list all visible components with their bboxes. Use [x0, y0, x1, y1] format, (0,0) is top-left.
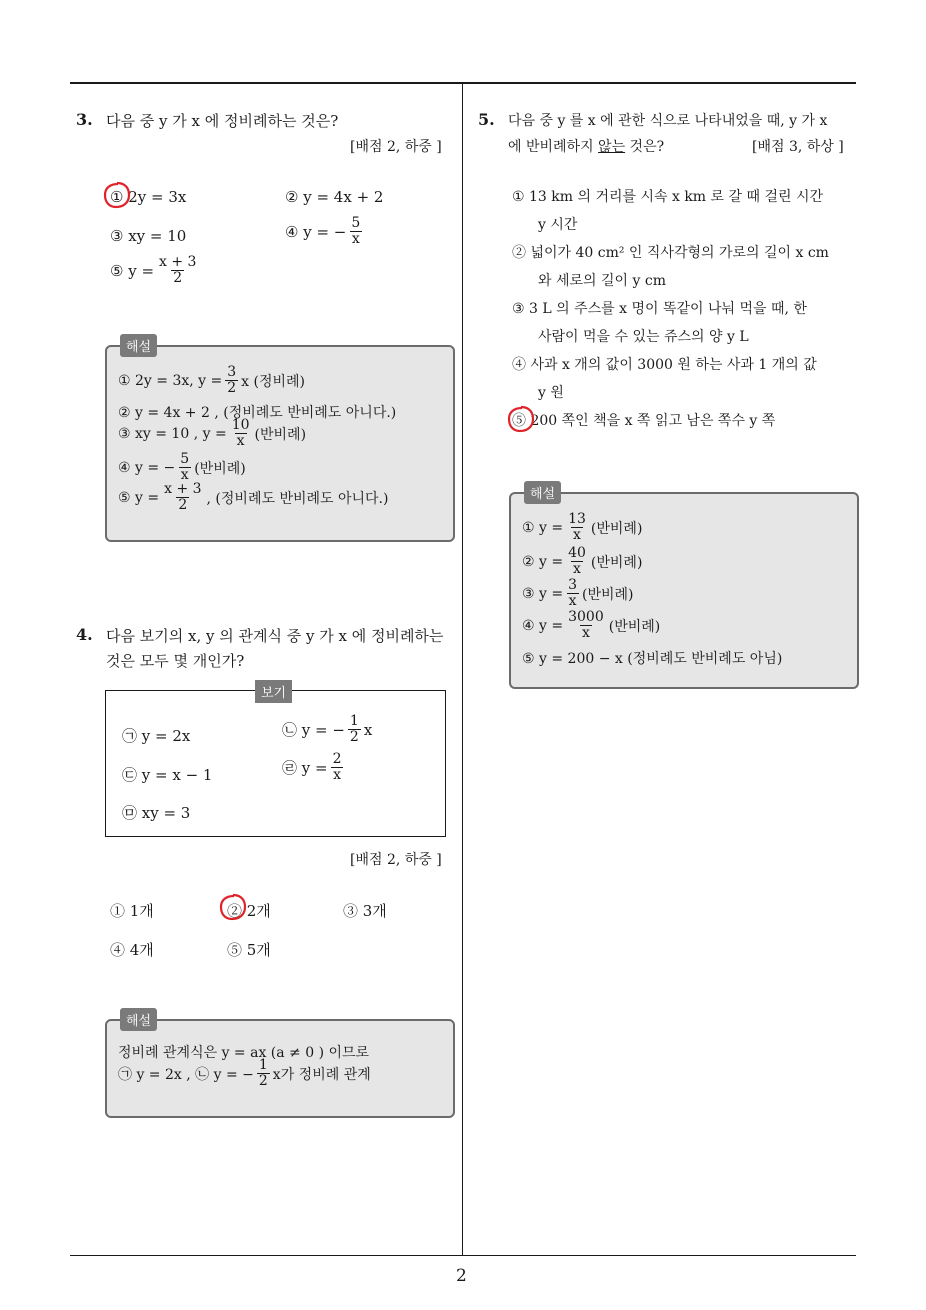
top-rule — [70, 82, 856, 84]
q5-expl-line-4: ④ y = $\frac{3000}{x}$ (반비례) — [522, 609, 661, 642]
q3-choice-4[interactable]: ④ y = − $\frac{5}{x}$ — [285, 215, 361, 248]
q5-text-line-2: 에 반비례하지 않는 것은? — [508, 139, 665, 155]
q4-bogi-tag: 보기 — [255, 680, 292, 703]
q5-answer-mark-icon — [506, 404, 536, 434]
q4-bogi-d: ㉣ y = $\frac{2}{x}$ — [282, 751, 342, 784]
q4-score: [배점 2, 하중 ] — [350, 852, 442, 868]
q3-expl-line-4: ④ y = − $\frac{5}{x}$ (반비례) — [118, 451, 246, 484]
bottom-rule — [70, 1255, 856, 1256]
q4-choice-2[interactable]: ② 2개 — [227, 902, 271, 920]
q3-text: 다음 중 y 가 x 에 정비례하는 것은? — [106, 112, 339, 130]
q3-choice-2[interactable]: ② y = 4x + 2 — [285, 188, 384, 206]
q3-score: [배점 2, 하중 ] — [350, 139, 442, 155]
q4-text-line-1: 다음 보기의 x, y 의 관계식 중 y 가 x 에 정비례하는 — [106, 627, 444, 645]
q3-expl-line-1: ① 2y = 3x, y = $\frac{3}{2}$ x (정비례) — [118, 364, 306, 397]
q5-expl-line-1: ① y = $\frac{13}{x}$ (반비례) — [522, 511, 643, 544]
q4-choice-3[interactable]: ③ 3개 — [343, 902, 387, 920]
q4-expl-line-2: ㉠ y = 2x , ㉡ y = − $\frac{1}{2}$ x가 정비례 관계 — [118, 1057, 371, 1090]
q3-expl-line-2: ② y = 4x + 2 , (정비례도 반비례도 아니다.) — [118, 405, 397, 421]
q5-choice-5[interactable]: ⑤ 200 쪽인 책을 x 쪽 읽고 남은 쪽수 y 쪽 — [512, 413, 776, 429]
q3-choice-5[interactable]: ⑤ y = $\frac{x + 3}{2}$ — [110, 254, 197, 287]
q4-choice-1[interactable]: ① 1개 — [110, 902, 154, 920]
q3-expl-line-3: ③ xy = 10 , y = $\frac{10}{x}$ (반비례) — [118, 417, 307, 450]
q4-answer-mark-icon — [218, 892, 248, 922]
q3-choice-4-fraction: $\frac{5}{x}$ — [351, 215, 361, 248]
q5-choice-4[interactable]: ④ 사과 x 개의 값이 3000 원 하는 사과 1 개의 값 y 원 — [512, 357, 817, 401]
q4-bogi-a: ㉠ y = 2x — [122, 727, 191, 745]
q3-number: 3. — [76, 110, 93, 129]
q5-explanation-tag: 해설 — [524, 481, 561, 504]
q4-bogi-b: ㉡ y = − $\frac{1}{2}$ x — [282, 713, 373, 746]
q3-choice-5-fraction: $\frac{x + 3}{2}$ — [159, 254, 197, 287]
q3-expl-line-5: ⑤ y = $\frac{x + 3}{2}$ , (정비례도 반비례도 아니다.) — [118, 481, 389, 514]
q5-emphasis-not: 않는 — [598, 139, 626, 155]
q4-bogi-c: ㉢ y = x − 1 — [122, 766, 213, 784]
q4-bogi-e: ㉤ xy = 3 — [122, 804, 191, 822]
q3-choice-3[interactable]: ③ xy = 10 — [110, 227, 187, 245]
q5-score: [배점 3, 하상 ] — [752, 139, 844, 155]
q4-text-line-2: 것은 모두 몇 개인가? — [106, 652, 245, 670]
q4-explanation-tag: 해설 — [120, 1008, 157, 1031]
q3-explanation-tag: 해설 — [120, 334, 157, 357]
q4-choice-5[interactable]: ⑤ 5개 — [227, 941, 271, 959]
q5-expl-line-2: ② y = $\frac{40}{x}$ (반비례) — [522, 545, 643, 578]
column-divider — [462, 84, 463, 1256]
q5-choice-2[interactable]: ② 넓이가 40 cm² 인 직사각형의 가로의 길이 x cm 와 세로의 길이 y cm — [512, 245, 829, 289]
q5-choice-3[interactable]: ③ 3 L 의 주스를 x 명이 똑같이 나눠 먹을 때, 한 사람이 먹을 수 있는 쥬스의 양 y L — [512, 301, 807, 345]
q4-choice-4[interactable]: ④ 4개 — [110, 941, 154, 959]
q5-expl-line-3: ③ y = $\frac{3}{x}$ (반비례) — [522, 577, 634, 610]
q3-answer-mark-icon — [102, 180, 132, 210]
q5-text-line-1: 다음 중 y 를 x 에 관한 식으로 나타내었을 때, y 가 x — [508, 113, 828, 129]
q4-number: 4. — [76, 625, 93, 644]
page-number: 2 — [456, 1266, 467, 1286]
q5-choice-1[interactable]: ① 13 km 의 거리를 시속 x km 로 갈 때 걸린 시간 y 시간 — [512, 189, 823, 233]
q3-choice-1[interactable]: ① 2y = 3x — [110, 188, 187, 206]
q4-expl-line-1: 정비례 관계식은 y = ax (a ≠ 0 ) 이므로 — [118, 1045, 370, 1061]
q5-expl-line-5: ⑤ y = 200 − x (정비례도 반비례도 아님) — [522, 651, 783, 667]
q5-number: 5. — [478, 110, 495, 129]
